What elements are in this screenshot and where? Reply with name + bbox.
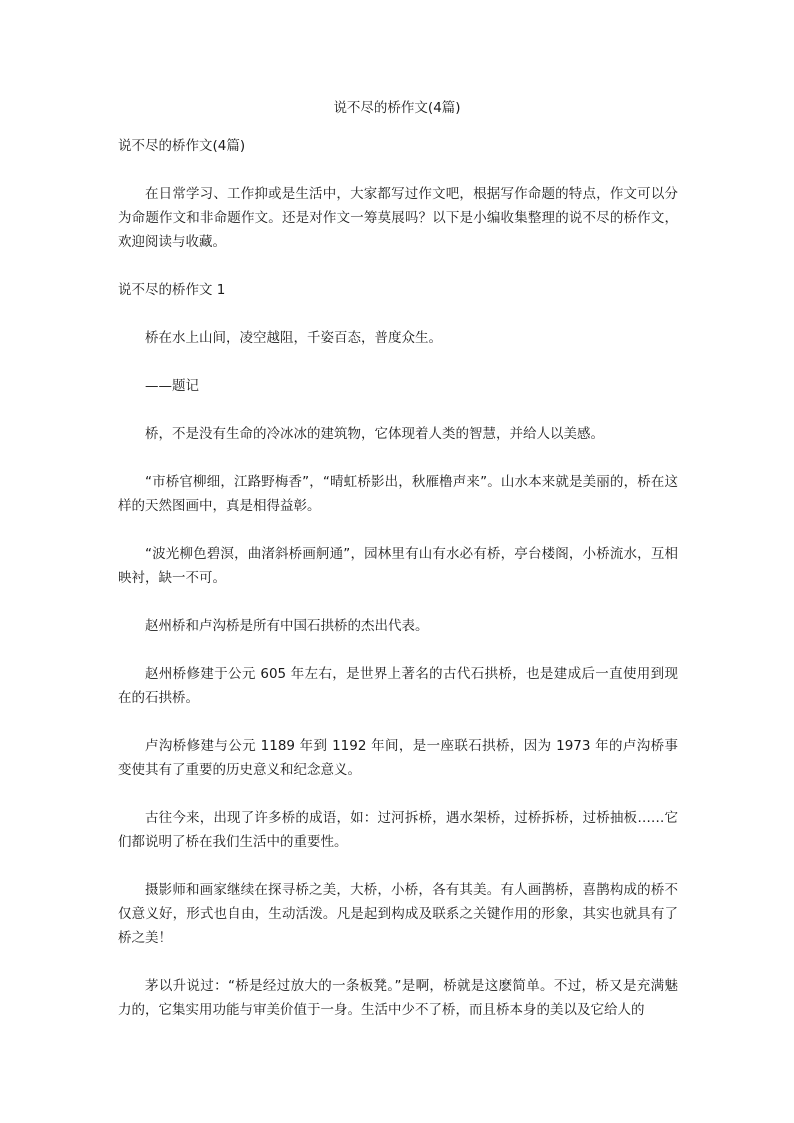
paragraph: 桥，不是没有生命的冷冰冰的建筑物，它体现着人类的智慧，并给人以美感。 [145,426,604,442]
paragraph: 摄影师和画家继续在探寻桥之美，大桥，小桥，各有其美。有人画鹊桥，喜鹊构成的桥不仅意义好，形式也自由，生动活泼。凡是起到构成及联系之关键作用的形象，其实也就具有了桥之美！ [118,882,678,946]
paragraph: 赵州桥修建于公元 605 年左右，是世界上著名的古代石拱桥，也是建成后一直使用到现在的石拱桥。 [118,666,678,706]
paragraph-epigraph: 桥在水上山间，凌空越阻，千姿百态，普度众生。 [145,330,442,346]
paragraph: 赵州桥和卢沟桥是所有中国石拱桥的杰出代表。 [145,618,429,634]
paragraph: “波光柳色碧溟，曲渚斜桥画舸通”，园林里有山有水必有桥，亭台楼阁，小桥流水，互相映衬，缺一不可。 [118,546,678,586]
paragraph: 卢沟桥修建与公元 1189 年到 1192 年间，是一座联石拱桥，因为 1973 年的卢沟桥事变使其有了重要的历史意义和纪念意义。 [118,738,678,778]
document-title: 说不尽的桥作文(4篇) [333,100,461,116]
paragraph: 古往今来，出现了许多桥的成语，如：过河拆桥，遇水架桥，过桥拆桥，过桥抽板……它们都说明了桥在我们生活中的重要性。 [118,810,678,850]
paragraph: “市桥官柳细，江路野梅香”，“晴虹桥影出，秋雁橹声来”。山水本来就是美丽的，桥在这样的天然图画中，真是相得益彰。 [118,474,678,514]
document-subtitle: 说不尽的桥作文(4篇) [118,138,246,154]
paragraph: 茅以升说过：“桥是经过放大的一条板凳。”是啊，桥就是这麽简单。不过，桥又是充满魅力的，它集实用功能与审美价值于一身。生活中少不了桥，而且桥本身的美以及它给人的 [118,978,678,1018]
document-body [118,134,678,1022]
paragraph-epigraph-source: ——题记 [145,378,199,394]
intro-paragraph: 在日常学习、工作抑或是生活中，大家都写过作文吧，根据写作命题的特点，作文可以分为命题作文和非命题作文。还是对作文一筹莫展吗？以下是小编收集整理的说不尽的桥作文，欢迎阅读与收藏。 [118,186,678,250]
section-heading: 说不尽的桥作文 1 [118,282,226,298]
